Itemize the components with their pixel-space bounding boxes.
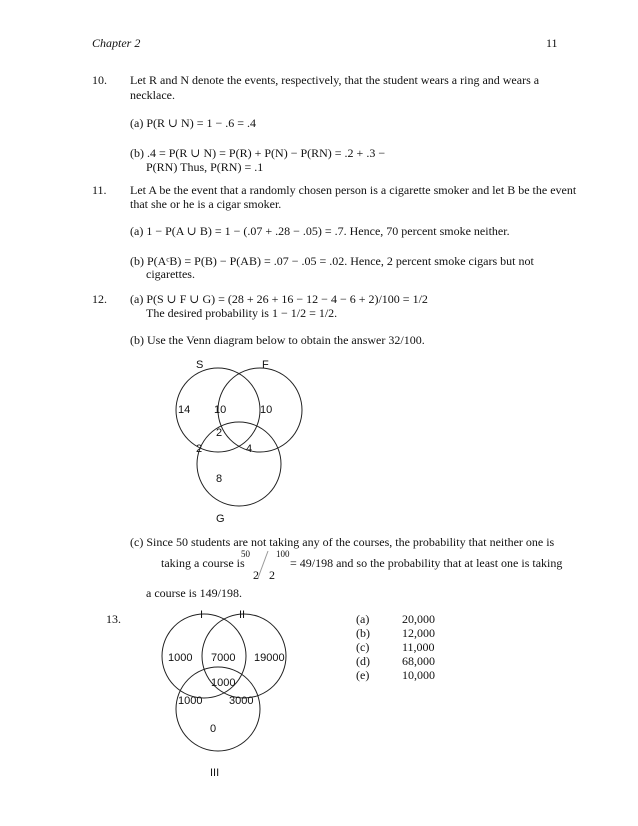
problem-11-line1: Let A be the event that a randomly chosen person is a cigarette smoker and let B be the event [130, 183, 577, 197]
problem-12-part-a-line2: The desired probability is 1 − 1/2 = 1/2. [146, 306, 338, 320]
answer-e-value: 10,000 [402, 668, 435, 682]
problem-11-line2: that she or he is a cigar smoker. [130, 197, 282, 211]
venn-1-3: 1000 [178, 695, 203, 707]
venn-circle-g [197, 422, 281, 506]
venn-diagram-sfg [140, 352, 330, 532]
problem-10-number: 10. [92, 73, 107, 87]
venn-s-f: 10 [214, 404, 227, 416]
venn-label-1: I [200, 609, 204, 621]
problem-10-part-a: (a) P(R ∪ N) = 1 − .6 = .4 [130, 116, 257, 130]
problem-12-part-c-line1: (c) Since 50 students are not taking any of the courses, the probability that neither one is [130, 535, 555, 549]
problem-11-number: 11. [92, 183, 107, 197]
problem-12-part-c-line3: a course is 149/198. [146, 586, 242, 600]
fraction2-numerator: 100 [276, 549, 290, 559]
venn-1-2: 7000 [211, 652, 236, 664]
answer-c-value: 11,000 [402, 640, 435, 654]
fraction1-denominator: 2 [253, 568, 259, 582]
venn-s-g: 2 [196, 443, 203, 455]
problem-12-part-c-line2-start: taking a course is [161, 556, 245, 570]
venn-1-2-3: 1000 [211, 677, 236, 689]
venn-label-2: II [239, 609, 246, 621]
answer-d-value: 68,000 [402, 654, 435, 668]
venn-1-only: 1000 [168, 652, 193, 664]
problem-10-line1: Let R and N denote the events, respectively, that the student wears a ring and wears a [130, 73, 540, 87]
answer-b-label: (b) [356, 626, 370, 640]
venn-3-only: 0 [210, 723, 217, 735]
venn-f-g: 4 [246, 443, 253, 455]
venn-label-3: III [210, 767, 220, 779]
venn-label-g: G [216, 513, 225, 525]
page-number: 11 [546, 36, 558, 50]
venn-s-only: 14 [178, 404, 191, 416]
venn-label-s: S [196, 359, 204, 371]
venn-s-f-g: 2 [216, 427, 223, 439]
answer-a-value: 20,000 [402, 612, 435, 626]
problem-10-part-b-line1: (b) .4 = P(R ∪ N) = P(R) + P(N) − P(RN) = .2 + .3 − [130, 146, 386, 160]
problem-10-part-b-line2: P(RN) Thus, P(RN) = .1 [146, 160, 264, 174]
chapter-header: Chapter 2 [92, 36, 141, 50]
answer-e-label: (e) [356, 668, 370, 682]
problem-10-line2: necklace. [130, 88, 175, 102]
problem-13-number: 13. [106, 612, 121, 626]
venn-g-only: 8 [216, 473, 223, 485]
venn-2-only: 19000 [254, 652, 285, 664]
fraction1-numerator: 50 [241, 549, 250, 559]
answer-c-label: (c) [356, 640, 370, 654]
venn-2-3: 3000 [229, 695, 254, 707]
venn-diagram-123 [140, 604, 310, 784]
venn-label-f: F [262, 359, 269, 371]
problem-11-part-b-line2: cigarettes. [146, 267, 195, 281]
problem-11-part-a: (a) 1 − P(A ∪ B) = 1 − (.07 + .28 − .05) = .7. Hence, 70 percent smoke neither. [130, 224, 510, 238]
venn-f-only: 10 [260, 404, 273, 416]
problem-12-part-a-line1: (a) P(S ∪ F ∪ G) = (28 + 26 + 16 − 12 − 4 − 6 + 2)/100 = 1/2 [130, 292, 428, 306]
problem-12-number: 12. [92, 292, 107, 306]
fraction2-denominator: 2 [269, 568, 275, 582]
problem-11-part-b-line1: (b) P(AᶜB) = P(B) − P(AB) = .07 − .05 = .02. Hence, 2 percent smoke cigars but not [130, 254, 534, 268]
problem-12-part-b: (b) Use the Venn diagram below to obtain the answer 32/100. [130, 333, 425, 347]
answer-b-value: 12,000 [402, 626, 435, 640]
problem-12-part-c-line2-end: = 49/198 and so the probability that at least one is taking [290, 556, 563, 570]
fraction-slash [256, 550, 270, 580]
answer-d-label: (d) [356, 654, 370, 668]
answer-a-label: (a) [356, 612, 370, 626]
